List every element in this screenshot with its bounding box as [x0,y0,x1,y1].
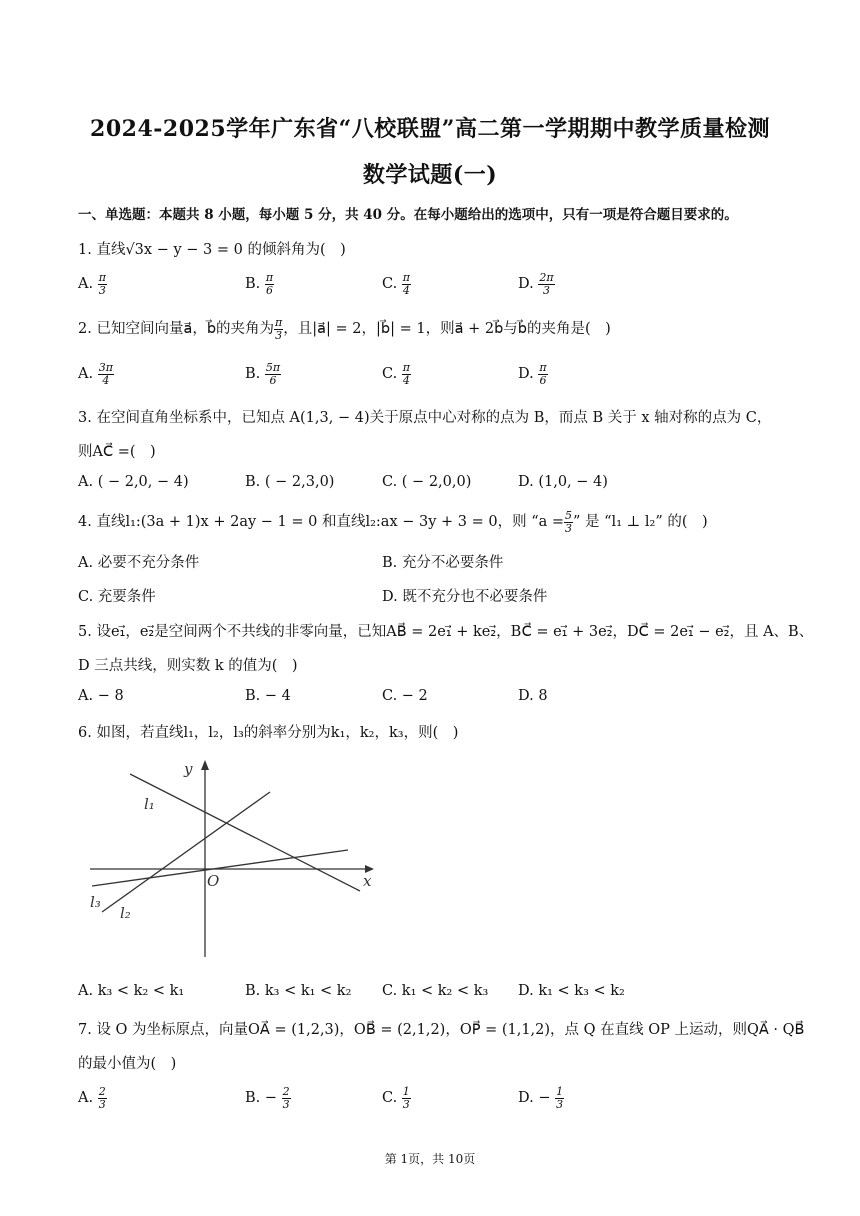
q7-option-b: B. − $\frac{2}{3}$ [245,1085,290,1111]
q4-option-a: A. 必要不充分条件 [78,555,200,571]
y-axis-label: y [184,760,193,778]
q3-stem-line1: 3. 在空间直角坐标系中，已知点 A(1,3, − 4)关于原点中心对称的点为 B，而点 B 关于 x 轴对称的点为 C， [78,410,772,426]
exam-title-line2: 数学试题(一) [362,162,498,188]
q1-stem: 1. 直线√3x − y − 3 = 0 的倾斜角为( ) [78,242,346,258]
q1-option-a: A. $\frac{\pi}{3}$ [78,271,106,297]
q2-option-d: D. $\frac{\pi}{6}$ [518,361,547,387]
q3-option-c: C. ( − 2,0,0) [382,474,472,490]
line-l1 [130,774,360,891]
q2-option-b: B. $\frac{5\pi}{6}$ [245,361,281,387]
origin-label: O [207,872,220,890]
x-axis-label: x [363,872,372,890]
q5-stem-line2: D 三点共线，则实数 k 的值为( ) [78,658,298,674]
q7-option-c: C. $\frac{1}{3}$ [382,1085,410,1111]
q2-option-a: A. $\frac{3\pi}{4}$ [78,361,113,387]
q6-option-d: D. k₁ < k₃ < k₂ [518,983,625,999]
q7-stem-line2: 的最小值为( ) [78,1056,177,1072]
l2-label: l₂ [120,904,131,922]
q1-option-d: D. $\frac{2\pi}{3}$ [518,271,554,297]
q2-option-c: C. $\frac{\pi}{4}$ [382,361,411,387]
line-l3 [92,850,348,886]
q5-option-a: A. − 8 [78,688,124,704]
q3-option-a: A. ( − 2,0, − 4) [78,474,189,490]
q3-stem-line2: 则AC⃗ =( ) [78,444,156,460]
q4-stem: 4. 直线l₁:(3a + 1)x + 2ay − 1 = 0 和直线l₂:ax − 3y + 3 = 0，则 “a = $\frac{5}{3}$ ” 是 “l₁ ⊥ l₂” 的( ) [78,509,708,535]
q6-figure [80,752,390,962]
q4-option-c: C. 充要条件 [78,589,156,605]
q1-option-c: C. $\frac{\pi}{4}$ [382,271,411,297]
l1-label: l₁ [144,795,155,813]
q7-stem-line1: 7. 设 O 为坐标原点，向量OA⃗ = (1,2,3)，OB⃗ = (2,1,2)，OP⃗ = (1,1,2)，点 Q 在直线 OP 上运动，则QA⃗ · QB⃗ [78,1022,805,1038]
q3-option-d: D. (1,0, − 4) [518,474,608,490]
line-l2 [102,792,270,912]
q3-option-b: B. ( − 2,3,0) [245,474,335,490]
q6-stem: 6. 如图，若直线l₁，l₂，l₃的斜率分别为k₁，k₂，k₃，则( ) [78,725,459,741]
q6-option-a: A. k₃ < k₂ < k₁ [78,983,185,999]
page-footer: 第 1页，共 10页 [384,1152,476,1166]
y-axis-arrow-icon [201,760,209,770]
q2-stem: 2. 已知空间向量a⃗，b⃗的夹角为 $\frac{\pi}{3}$ ，且|a⃗| = 2，|b⃗| = 1，则a⃗ + 2b⃗与b⃗的夹角是( ) [78,316,611,342]
q5-option-c: C. − 2 [382,688,428,704]
q5-stem-line1: 5. 设e₁⃗，e₂⃗是空间两个不共线的非零向量，已知AB⃗ = 2e₁⃗ + ke₂⃗，BC⃗ = e₁⃗ + 3e₂⃗，DC⃗ = 2e₁⃗ − e₂⃗，且 A、B、 [78,624,814,640]
q5-option-b: B. − 4 [245,688,291,704]
section-heading: 一、单选题：本题共 8 小题，每小题 5 分，共 40 分。在每小题给出的选项中，只有一项是符合题目要求的。 [78,207,738,223]
q6-option-b: B. k₃ < k₁ < k₂ [245,983,352,999]
q4-option-d: D. 既不充分也不必要条件 [382,589,548,605]
q4-option-b: B. 充分不必要条件 [382,555,504,571]
l3-label: l₃ [90,893,101,911]
exam-title-line1: 2024-2025学年广东省“八校联盟”高二第一学期期中教学质量检测 [90,116,770,142]
q1-option-b: B. $\frac{\pi}{6}$ [245,271,274,297]
q7-option-d: D. − $\frac{1}{3}$ [518,1085,564,1111]
q5-option-d: D. 8 [518,688,548,704]
q6-option-c: C. k₁ < k₂ < k₃ [382,983,489,999]
q7-option-a: A. $\frac{2}{3}$ [78,1085,106,1111]
